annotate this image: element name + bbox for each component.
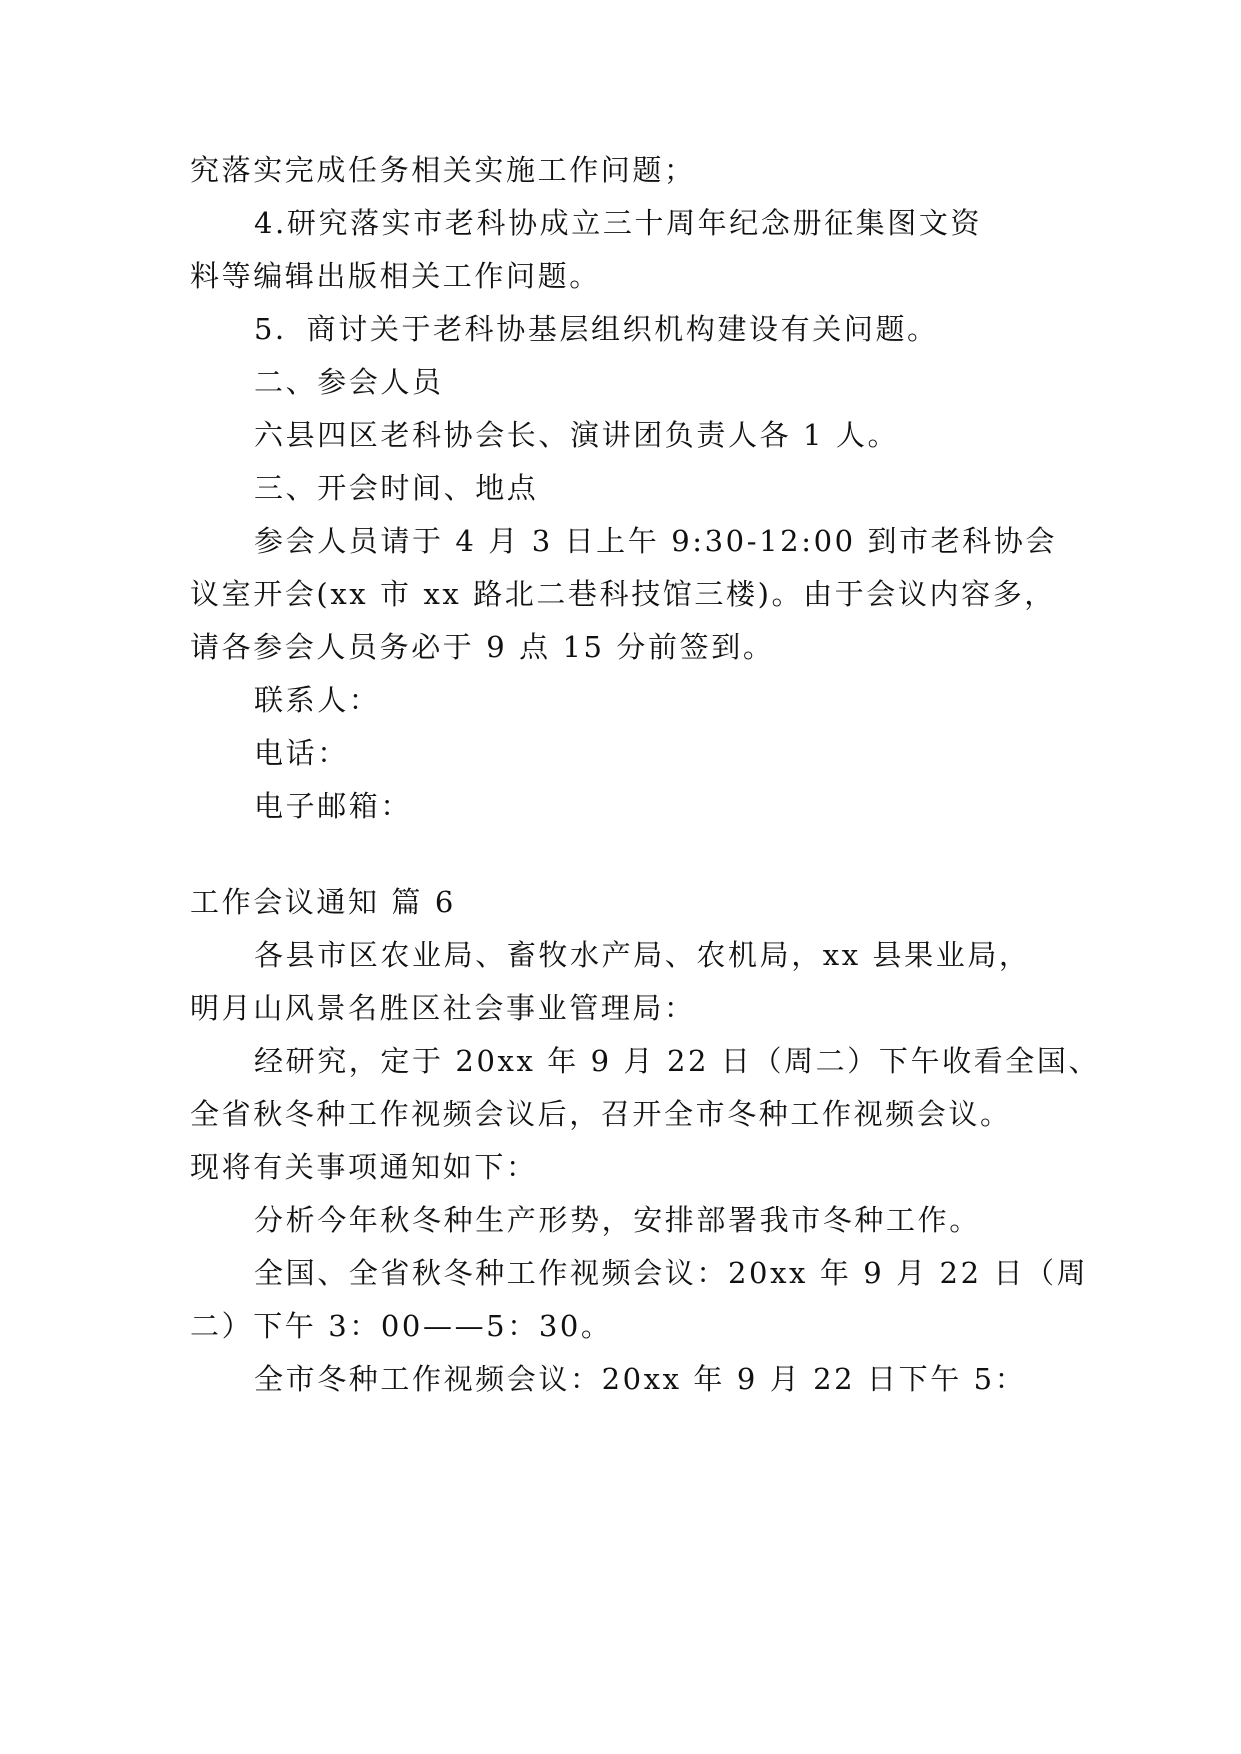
national-meeting-text: 全国、全省秋冬种工作视频会议：20xx 年 9 月 22 日（周 [254, 1256, 1089, 1290]
time-location-text: 参会人员请于 4 月 3 日上午 9:30-12:00 到市老科协会 [254, 524, 1058, 558]
section-title: 工作会议通知 篇 6 [190, 885, 456, 919]
intro-text: 经研究，定于 20xx 年 9 月 22 日（周二）下午收看全国、 [254, 1044, 1101, 1078]
section-heading-time-location: 三、开会时间、地点 [254, 471, 539, 505]
list-item-4: 4.研究落实市老科协成立三十周年纪念册征集图文资 [254, 206, 983, 240]
list-item-4-continued: 料等编辑出版相关工作问题。 [190, 259, 601, 293]
national-meeting-text-continued: 二）下午 3：00——5：30。 [190, 1309, 613, 1343]
city-meeting-text: 全市冬种工作视频会议：20xx 年 9 月 22 日下午 5： [254, 1362, 1027, 1396]
time-location-text-continued: 请各参会人员务必于 9 点 15 分前签到。 [190, 630, 775, 664]
list-item-5: 5．商讨关于老科协基层组织机构建设有关问题。 [254, 312, 939, 346]
recipients-text: 各县市区农业局、畜牧水产局、农机局，xx 县果业局， [254, 938, 1031, 972]
attendees-text: 六县四区老科协会长、演讲团负责人各 1 人。 [254, 418, 900, 452]
intro-text-continued: 全省秋冬种工作视频会议后，召开全市冬种工作视频会议。 [190, 1097, 1012, 1131]
section-heading-attendees: 二、参会人员 [254, 365, 444, 399]
email-label: 电子邮箱： [254, 789, 413, 823]
intro-text-continued: 现将有关事项通知如下： [190, 1150, 538, 1184]
purpose-text: 分析今年秋冬种生产形势，安排部署我市冬种工作。 [254, 1203, 981, 1237]
time-location-text-continued: 议室开会(xx 市 xx 路北二巷科技馆三楼)。由于会议内容多， [190, 577, 1056, 611]
recipients-text-continued: 明月山风景名胜区社会事业管理局： [190, 991, 696, 1025]
paragraph-line: 究落实完成任务相关实施工作问题； [190, 153, 696, 187]
contact-label: 联系人： [254, 683, 381, 717]
phone-label: 电话： [254, 736, 349, 770]
